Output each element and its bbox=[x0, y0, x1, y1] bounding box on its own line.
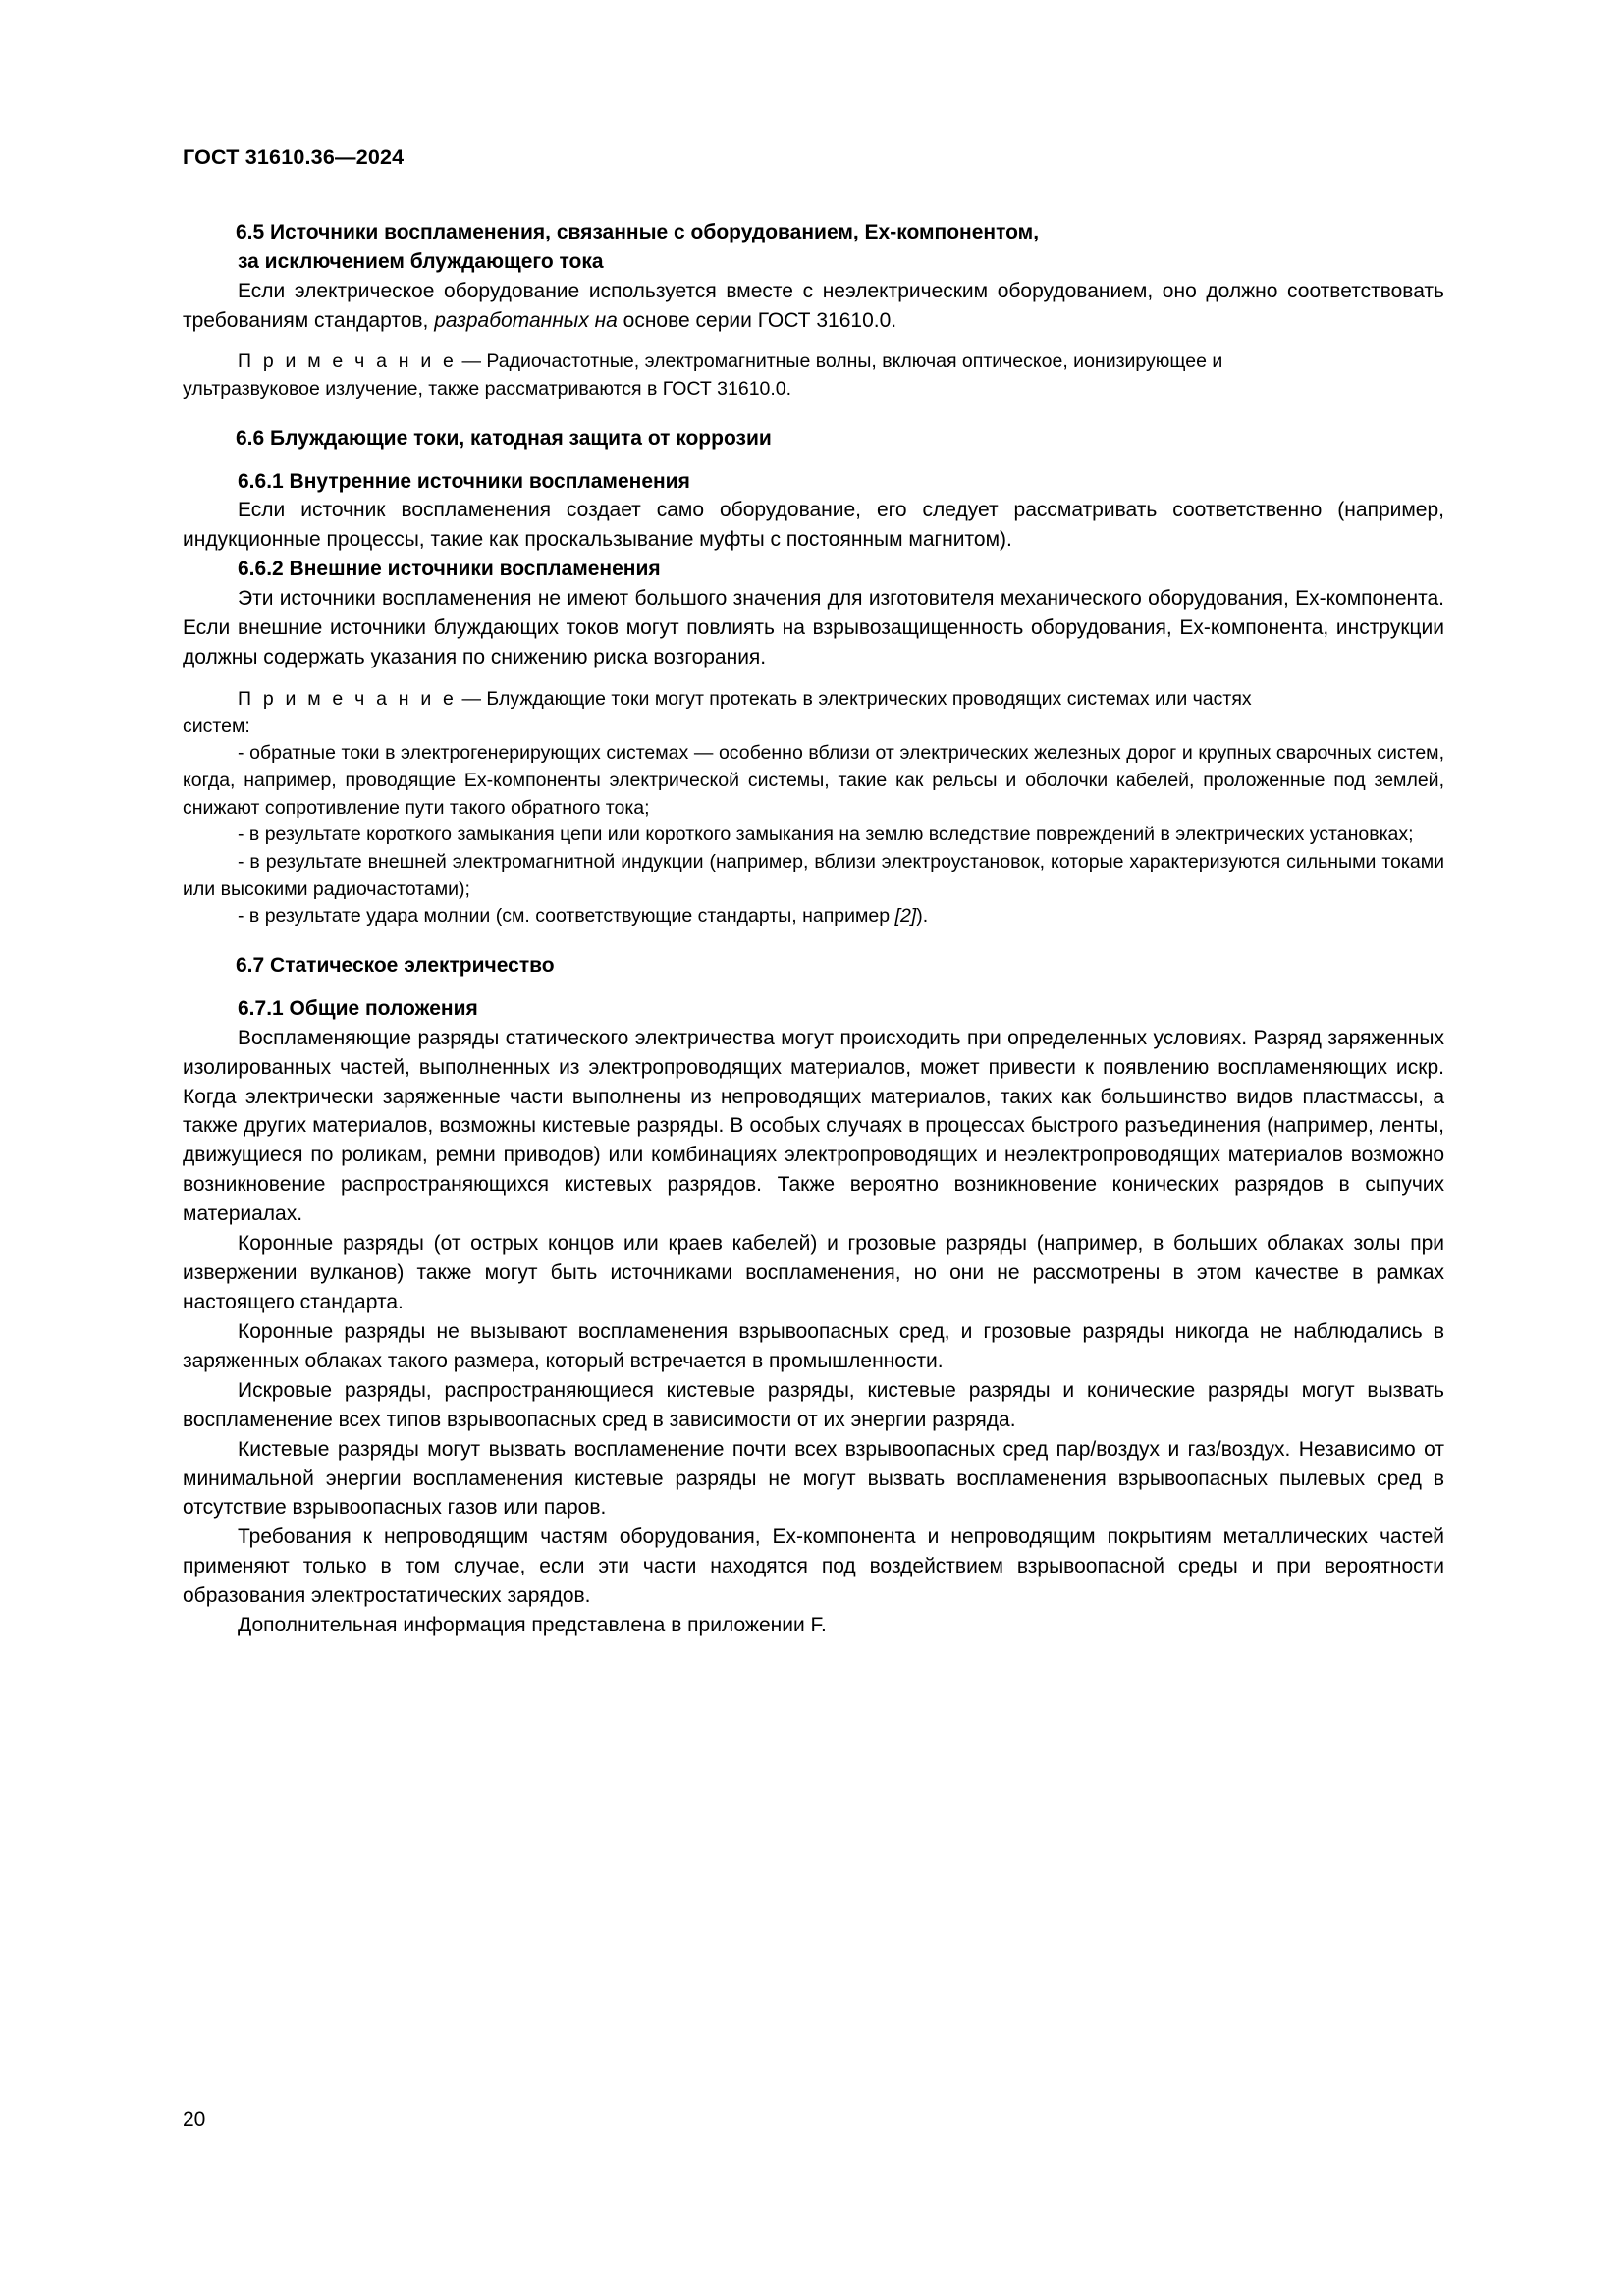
heading-6-6-1: 6.6.1 Внутренние источники воспламенения bbox=[238, 469, 690, 493]
list-item-text-a: - в результате удара молнии (см. соответствующие стандарты, например bbox=[238, 905, 895, 928]
list-item: - в результате короткого замыкания цепи или короткого замыкания на землю вследствие повреждений в электрических установках; bbox=[238, 824, 1414, 846]
heading-6-5-line1: 6.5 Источники воспламенения, связанные с оборудованием, Ex-компонентом, bbox=[236, 221, 1040, 243]
note-6-6-2-text: — Блуждающие токи могут протекать в электрических проводящих системах или частях bbox=[457, 687, 1252, 710]
paragraph-6-7-1-5: Кистевые разряды могут вызвать воспламенение почти всех взрывоопасных сред пар/воздух и газ/воздух. Независимо от минимальной энергии воспламенения кистевые разряды не могут вызвать воспламенения взрывоопасных пылевых сред в отсутствие взрывоопасных газов или паров. bbox=[183, 1437, 1444, 1520]
note-6-6-2-label: П р и м е ч а н и е bbox=[238, 687, 458, 710]
heading-6-5-line2: за исключением блуждающего тока bbox=[238, 249, 604, 273]
note-6-6-2-cont: систем: bbox=[183, 715, 250, 737]
paragraph-6-7-1-6: Требования к непроводящим частям оборудования, Ex-компонента и непроводящим покрытиям металлических частей применяют только в том случае, если эти части находятся под воздействием взрывоопасной среды и при вероятности образования электростатических зарядов. bbox=[183, 1525, 1444, 1608]
list-item bbox=[183, 903, 1444, 931]
page-content bbox=[183, 218, 1444, 1640]
list-item-reference: [2] bbox=[894, 905, 917, 928]
heading-6-6: 6.6 Блуждающие токи, катодная защита от коррозии bbox=[236, 426, 772, 450]
para-6-5-1-italic: разработанных на bbox=[434, 308, 618, 332]
list-item: - обратные токи в электрогенерирующих системах — особенно вблизи от электрических железных дорог и крупных сварочных систем, когда, например, проводящие Ex-компоненты электрической системы, такие как рельсы и оболочки кабелей, проложенные под землей, снижают сопротивление пути такого обратного тока; bbox=[183, 742, 1444, 819]
note-6-5-text: — Радиочастотные, электромагнитные волны, включая оптическое, ионизирующее и bbox=[457, 350, 1223, 373]
list-item-text-b: ). bbox=[916, 905, 929, 928]
heading-6-7-1: 6.7.1 Общие положения bbox=[238, 996, 478, 1020]
page-number: 20 bbox=[183, 2109, 206, 2131]
list-item: - в результате внешней электромагнитной индукции (например, вблизи электроустановок, которые характеризуются сильными токами или высокими радиочастотами); bbox=[183, 851, 1444, 900]
paragraph-6-7-1-3: Коронные разряды не вызывают воспламенения взрывоопасных сред, и грозовые разряды никогда не наблюдались в заряженных облаках такого размера, который встречается в промышленности. bbox=[183, 1319, 1444, 1372]
para-6-5-1-text-b: основе серии ГОСТ 31610.0. bbox=[617, 308, 897, 332]
heading-6-5 bbox=[183, 218, 1444, 277]
note-6-5-label: П р и м е ч а н и е bbox=[238, 350, 458, 373]
paragraph-6-7-1-1: Воспламеняющие разряды статического электричества могут происходить при определенных условиях. Разряд заряженных изолированных частей, выполненных из электропроводящих материалов, может привести к появлению воспламеняющих искр. Когда электрически заряженные части выполнены из непроводящих материалов, таких как большинство видов пластмассы, а также других материалов, возможны кистевые разряды. В особых случаях в процессах быстрого разъединения (например, ленты, движущиеся по роликам, ремни приводов) или комбинациях электропроводящих и неэлектропроводящих материалов возможно возникновение распространяющихся кистевых разрядов. Также вероятно возникновение конических разрядов в сыпучих материалах. bbox=[183, 1026, 1444, 1226]
paragraph-6-7-1-4: Искровые разряды, распространяющиеся кистевые разряды, кистевые разряды и конические разряды могут вызвать воспламенение всех типов взрывоопасных сред в зависимости от их энергии разряда. bbox=[183, 1378, 1444, 1431]
note-6-6-2 bbox=[183, 686, 1444, 714]
note-6-5-cont: ультразвуковое излучение, также рассматриваются в ГОСТ 31610.0. bbox=[183, 378, 792, 400]
paragraph-6-6-1: Если источник воспламенения создает само оборудование, его следует рассматривать соответственно (например, индукционные процессы, такие как проскальзывание муфты с постоянным магнитом). bbox=[183, 499, 1444, 552]
paragraph-6-6-2: Эти источники воспламенения не имеют большого значения для изготовителя механического оборудования, Ex-компонента. Если внешние источники блуждающих токов могут повлиять на взрывозащищенность оборудования, Ex-компонента, инструкции должны содержать указания по снижению риска возгорания. bbox=[183, 587, 1444, 668]
heading-6-6-2: 6.6.2 Внешние источники воспламенения bbox=[238, 558, 661, 581]
paragraph-6-5-1 bbox=[183, 277, 1444, 336]
heading-6-7: 6.7 Статическое электричество bbox=[236, 954, 555, 978]
paragraph-6-7-1-2: Коронные разряды (от острых концов или краев кабелей) и грозовые разряды (например, в больших облаках золы при извержении вулканов) также могут быть источниками воспламенения, но они не рассмотрены в этом качестве в рамках настоящего стандарта. bbox=[183, 1232, 1444, 1313]
note-6-5 bbox=[183, 348, 1444, 376]
para-6-5-1-text-a: Если электрическое оборудование используется вместе с неэлектрическим оборудованием, оно должно соответствовать требованиям стандартов, bbox=[183, 279, 1444, 332]
page-header: ГОСТ 31610.36—2024 bbox=[183, 145, 405, 169]
paragraph-6-7-1-7: Дополнительная информация представлена в приложении F. bbox=[238, 1614, 827, 1637]
